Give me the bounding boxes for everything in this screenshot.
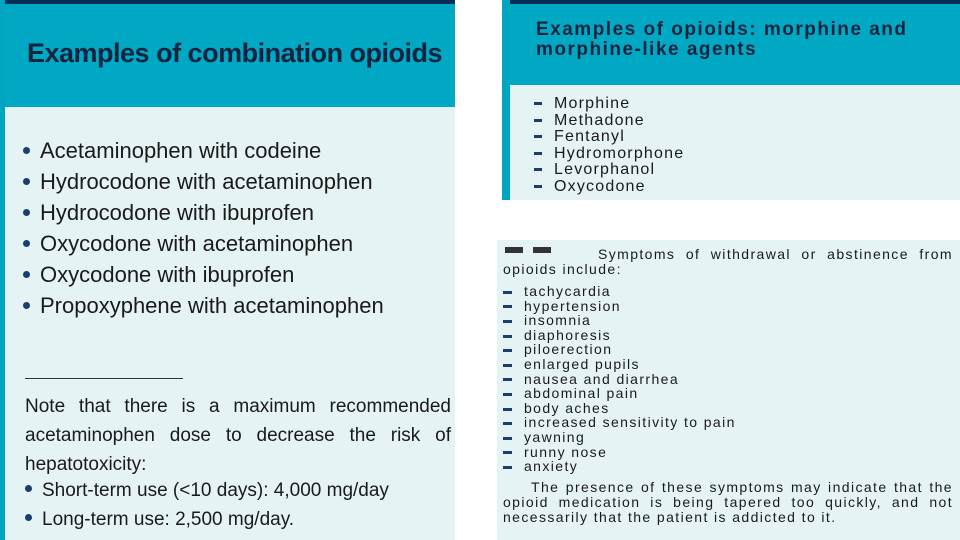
withdrawal-symptoms-panel	[497, 240, 960, 540]
list-item: tachycardia	[503, 284, 736, 299]
combination-opioids-panel	[0, 0, 455, 540]
list-item: diaphoresis	[503, 328, 736, 343]
list-item: hypertension	[503, 299, 736, 314]
bullet-icon	[503, 422, 512, 425]
list-item: abdominal pain	[503, 386, 736, 401]
list-item: Hydromorphone	[534, 146, 684, 163]
combination-opioids-title: Examples of combination opioids	[27, 38, 443, 68]
bullet-icon	[503, 451, 512, 454]
bullet-icon	[503, 408, 512, 411]
acetaminophen-dose-list	[25, 476, 389, 534]
bullet-icon	[23, 178, 30, 185]
bullet-icon	[503, 393, 512, 396]
corner-mark-icon	[505, 240, 565, 246]
bullet-icon	[503, 349, 512, 352]
list-item: enlarged pupils	[503, 357, 736, 372]
morphine-agents-title: Examples of opioids: morphine and morphine-like agents	[536, 19, 908, 60]
bullet-icon	[25, 485, 32, 492]
bullet-icon	[23, 271, 30, 278]
bullet-icon	[25, 514, 32, 521]
morphine-agents-header	[510, 0, 960, 85]
bullet-icon	[503, 291, 512, 294]
list-item: piloerection	[503, 342, 736, 357]
bullet-icon	[534, 168, 542, 171]
list-item: increased sensitivity to pain	[503, 415, 736, 430]
withdrawal-intro: Symptoms of withdrawal or abstinence from opioids include:	[503, 246, 953, 277]
list-item: body aches	[503, 401, 736, 416]
bullet-icon	[23, 147, 30, 154]
list-item: Levorphanol	[534, 162, 684, 179]
list-item: Propoxyphene with acetaminophen	[23, 290, 384, 321]
bullet-icon	[503, 305, 512, 308]
list-item: Oxycodone with acetaminophen	[23, 228, 384, 259]
bullet-icon	[503, 466, 512, 469]
list-item: Oxycodone with ibuprofen	[23, 259, 384, 290]
list-item: Morphine	[534, 96, 684, 113]
bullet-icon	[534, 152, 542, 155]
list-item: anxiety	[503, 459, 736, 474]
morphine-agents-panel	[502, 0, 960, 200]
bullet-icon	[534, 102, 542, 105]
bullet-icon	[503, 437, 512, 440]
bullet-icon	[534, 135, 542, 138]
bullet-icon	[503, 378, 512, 381]
list-item: insomnia	[503, 313, 736, 328]
bullet-icon	[503, 320, 512, 323]
combination-opioids-header	[5, 0, 455, 107]
morphine-agents-list	[534, 96, 684, 195]
bullet-icon	[23, 209, 30, 216]
bullet-icon	[534, 185, 542, 188]
list-item: yawning	[503, 430, 736, 445]
withdrawal-symptoms-list	[503, 284, 736, 474]
list-item: Oxycodone	[534, 179, 684, 196]
list-item: Fentanyl	[534, 129, 684, 146]
withdrawal-closing-note: The presence of these symptoms may indicate that the opioid medication is being tapered too quickly, and not necessarily that the patient is addicted to it.	[503, 479, 953, 525]
list-item: Hydrocodone with acetaminophen	[23, 166, 384, 197]
list-item: Short-term use (<10 days): 4,000 mg/day	[25, 476, 389, 505]
list-item: Long-term use: 2,500 mg/day.	[25, 505, 389, 534]
footnote-divider	[25, 378, 183, 379]
list-item: Methadone	[534, 113, 684, 130]
list-item: Acetaminophen with codeine	[23, 135, 384, 166]
bullet-icon	[503, 364, 512, 367]
bullet-icon	[503, 335, 512, 338]
bullet-icon	[534, 119, 542, 122]
bullet-icon	[23, 302, 30, 309]
bullet-icon	[23, 240, 30, 247]
list-item: nausea and diarrhea	[503, 372, 736, 387]
list-item: Hydrocodone with ibuprofen	[23, 197, 384, 228]
acetaminophen-note: Note that there is a maximum recommended acetaminophen dose to decrease the risk of hepatotoxicity:	[25, 396, 451, 475]
combination-opioids-list	[23, 135, 384, 321]
list-item: runny nose	[503, 445, 736, 460]
